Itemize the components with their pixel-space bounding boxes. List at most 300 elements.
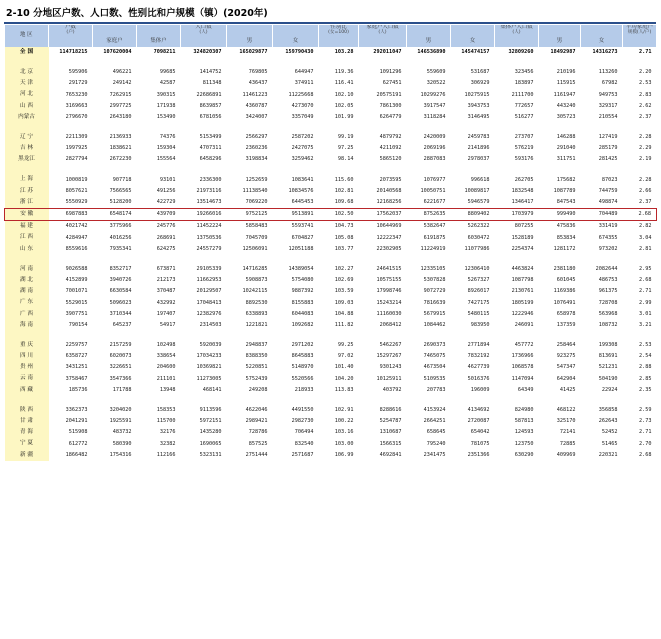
region-name: 河 南 [5,264,49,275]
value-cell: 2.68 [639,451,652,458]
region-name: 宁 夏 [5,439,49,450]
value-cell: 249208 [248,386,268,393]
value-cell: 324820307 [193,48,222,55]
value-cell: 22924 [601,386,618,393]
value-cell: 72141 [559,429,576,436]
value-cell: 3146495 [467,113,490,120]
value-cell: 9513891 [273,209,319,221]
value-cell: 3362373 [65,407,88,414]
value-cell: 127419 [598,134,618,141]
value-cell: 439709 [137,209,181,221]
value-cell: 268691 [156,234,176,241]
value-cell: 2073595 [379,176,402,183]
value-cell: 907718 [112,176,132,183]
value-cell: 374911 [294,80,314,87]
value-cell: 102.05 [334,102,354,109]
value-cell: 292011047 [373,48,402,55]
value-cell: 2.54 [639,353,652,360]
value-cell: 2.99 [639,299,652,306]
header-pop-spacer [227,25,273,37]
spacer-cell [181,396,227,405]
value-cell: 2.28 [639,176,652,183]
value-cell: 8352717 [109,265,132,272]
value-cell: 576219 [514,145,534,152]
value-cell: 4627739 [467,364,490,371]
value-cell: 103.00 [334,440,354,447]
region-name: 广 东 [5,298,49,309]
value-cell: 3775966 [109,223,132,230]
spacer-cell [407,166,451,175]
value-cell: 6548174 [93,209,137,221]
header-region: 地 区 [5,25,49,47]
header-female-2: 女 [451,37,495,47]
value-cell: 159304 [156,145,176,152]
region-name: 上 海 [5,175,49,186]
spacer-cell [137,396,181,405]
value-cell: 2997725 [109,102,132,109]
spacer-cell [137,123,181,132]
value-cell: 5972151 [199,418,222,425]
region-name: 甘 肃 [5,416,49,427]
title-rule [4,22,656,24]
value-cell: 123750 [514,440,534,447]
value-cell: 612772 [68,440,88,447]
spacer-cell [227,331,273,340]
table-row [5,67,657,78]
value-cell: 137359 [556,321,576,328]
value-cell: 1435280 [199,429,222,436]
table-row [5,175,657,186]
value-cell: 595906 [68,69,88,76]
spacer-row [5,331,657,340]
value-cell: 10369821 [196,364,222,371]
header-fam-spacer [407,25,451,37]
value-cell: 996618 [470,176,490,183]
value-cell: 2459783 [467,134,490,141]
value-cell: 12222347 [376,234,402,241]
value-cell: 2.53 [639,80,652,87]
value-cell: 9301243 [379,364,402,371]
value-cell: 10089817 [464,187,490,194]
spacer-cell [49,58,93,67]
value-cell: 1091296 [379,69,402,76]
value-cell: 2751444 [245,451,268,458]
value-cell: 2427075 [291,145,314,152]
header-collective-pop: 集体户人口数 (人) [495,25,539,37]
value-cell: 20140568 [376,187,402,194]
region-name: 山 东 [5,244,49,255]
value-cell: 559609 [426,69,446,76]
value-cell: 323456 [514,69,534,76]
header-population: 人口数 (人) [181,25,227,37]
value-cell: 2381180 [553,265,576,272]
value-cell: 102.81 [334,187,354,194]
value-cell: 14316273 [592,48,618,55]
header-female-3: 女 [581,37,623,47]
value-cell: 3.01 [639,310,652,317]
table-row [5,427,657,438]
region-name: 西 藏 [5,385,49,396]
value-cell: 9113596 [199,407,222,414]
value-cell: 2982730 [291,418,314,425]
value-cell: 204600 [156,364,176,371]
value-cell: 4707311 [199,145,222,152]
table-row [5,112,657,123]
value-cell: 4692841 [379,451,402,458]
table-row [5,155,657,166]
table-row [5,385,657,396]
value-cell: 10242115 [242,288,268,295]
spacer-cell [495,123,539,132]
value-cell: 3940726 [109,277,132,284]
header-family-hh: 家庭户 [93,37,137,47]
value-cell: 658978 [556,310,576,317]
value-cell: 1736966 [511,353,534,360]
value-cell: 2971202 [291,342,314,349]
region-name: 湖 北 [5,275,49,286]
spacer-cell [539,58,581,67]
value-cell: 115700 [156,418,176,425]
value-cell: 102.27 [334,265,354,272]
value-cell: 17998746 [376,288,402,295]
value-cell: 3907751 [65,310,88,317]
spacer-cell [49,396,93,405]
spacer-row [5,255,657,264]
value-cell: 113.83 [334,386,354,393]
value-cell: 2041291 [65,418,88,425]
header-households: 户数 (户) [49,25,93,37]
value-cell: 4273070 [291,102,314,109]
value-cell: 807255 [514,223,534,230]
value-cell: 1222946 [511,310,534,317]
spacer-cell [273,123,319,132]
value-cell: 8892530 [245,299,268,306]
value-cell: 496221 [112,69,132,76]
spacer-cell [407,396,451,405]
value-cell: 3259462 [291,156,314,163]
value-cell: 2254374 [511,245,534,252]
spacer-cell [407,255,451,264]
value-cell: 2360236 [245,145,268,152]
region-name: 云 南 [5,374,49,385]
value-cell: 3943753 [467,102,490,109]
value-cell: 1076491 [553,299,576,306]
value-cell: 97.02 [337,353,354,360]
spacer-cell [359,166,407,175]
value-cell: 1147094 [511,375,534,382]
value-cell: 7001071 [65,288,88,295]
value-cell: 2.85 [639,375,652,382]
value-cell: 658645 [426,429,446,436]
value-cell: 2082644 [595,265,618,272]
value-cell: 3169663 [65,102,88,109]
value-cell: 329317 [598,102,618,109]
value-cell: 6781056 [199,113,222,120]
value-cell: 24641515 [376,265,402,272]
value-cell: 7566565 [109,187,132,194]
value-cell: 5480115 [467,310,490,317]
value-cell: 103.77 [334,245,354,252]
value-cell: 19266016 [181,209,227,221]
spacer-cell [359,396,407,405]
table-row [5,320,657,331]
value-cell: 6630584 [109,288,132,295]
value-cell: 106.99 [334,451,354,458]
value-cell: 8809402 [451,209,495,221]
table-row [5,90,657,101]
value-cell: 4622046 [245,407,268,414]
spacer-cell [5,255,49,264]
value-cell: 432992 [156,299,176,306]
value-cell: 3431251 [65,364,88,371]
value-cell: 6221677 [423,199,446,206]
value-cell: 87023 [601,176,618,183]
value-cell: 9072729 [423,288,446,295]
table-row [5,351,657,362]
value-cell: 211101 [156,375,176,382]
value-cell: 772657 [514,102,534,109]
value-cell: 531687 [470,69,490,76]
value-cell: 2796670 [65,113,88,120]
value-cell: 5529015 [65,299,88,306]
spacer-cell [451,255,495,264]
spacer-cell [539,396,581,405]
value-cell: 67982 [601,80,618,87]
value-cell: 2341475 [423,451,446,458]
region-name: 陕 西 [5,405,49,416]
value-cell: 2.28 [639,134,652,141]
value-cell: 2.53 [639,342,652,349]
header-pop-spacer2 [273,25,319,37]
region-name: 安 徽 [5,209,49,221]
value-cell: 2.20 [639,69,652,76]
spacer-cell [539,331,581,340]
value-cell: 3118284 [423,113,446,120]
spacer-cell [5,396,49,405]
value-cell: 18492987 [550,48,576,55]
value-cell: 14389054 [288,265,314,272]
value-cell: 627451 [382,80,402,87]
value-cell: 5593741 [291,223,314,230]
value-cell: 119.36 [334,69,354,76]
value-cell: 5520566 [291,375,314,382]
value-cell: 2.66 [639,187,652,194]
value-cell: 403792 [382,386,402,393]
spacer-cell [93,58,137,67]
header-blank-5 [495,37,539,47]
value-cell: 795240 [426,440,446,447]
spacer-cell [181,166,227,175]
value-cell: 2420009 [423,134,446,141]
value-cell: 109.03 [334,299,354,306]
value-cell: 13514673 [196,199,222,206]
value-cell: 2.81 [639,245,652,252]
value-cell: 210196 [556,69,576,76]
value-cell: 6020073 [109,353,132,360]
value-cell: 10275915 [464,91,490,98]
value-cell: 2111700 [511,91,534,98]
value-cell: 516277 [514,113,534,120]
spacer-cell [623,331,657,340]
value-cell: 4673504 [423,364,446,371]
value-cell: 159790430 [285,48,314,55]
value-cell: 498874 [598,199,618,206]
value-cell: 285179 [598,145,618,152]
table-row [5,264,657,275]
value-cell: 212173 [156,277,176,284]
value-cell: 29105339 [196,265,222,272]
region-name: 江 西 [5,233,49,244]
table-row [5,132,657,143]
value-cell: 645237 [112,321,132,328]
value-cell: 486753 [598,277,618,284]
value-cell: 4463824 [511,265,534,272]
value-cell: 744759 [598,187,618,194]
value-cell: 5220851 [245,364,268,371]
region-name: 山 西 [5,101,49,112]
table-row [5,363,657,374]
value-cell: 769805 [248,69,268,76]
value-cell: 2.62 [639,102,652,109]
value-cell: 109.68 [334,199,354,206]
spacer-cell [359,331,407,340]
table-title: 2-10 分地区户数、人口数、性别比和户规模（镇）(2020年) [6,8,268,19]
value-cell: 5267327 [467,277,490,284]
value-cell: 390315 [156,91,176,98]
value-cell: 5754080 [291,277,314,284]
header-blank-2 [181,37,227,47]
spacer-cell [273,255,319,264]
value-cell: 1805199 [511,299,534,306]
value-cell: 197407 [156,310,176,317]
value-cell: 5153499 [199,134,222,141]
value-cell: 356858 [598,407,618,414]
spacer-cell [581,58,623,67]
value-cell: 6044083 [291,310,314,317]
value-cell: 11160030 [376,310,402,317]
value-cell: 1087789 [553,187,576,194]
value-cell: 999490 [539,209,581,221]
value-cell: 175682 [556,176,576,183]
value-cell: 2.71 [639,288,652,295]
value-cell: 1084462 [423,321,446,328]
spacer-cell [137,255,181,264]
value-cell: 12306410 [464,265,490,272]
value-cell: 1997925 [65,145,88,152]
value-cell: 72885 [559,440,576,447]
header-family-pop: 家庭户人口数 (人) [359,25,407,37]
value-cell: 10644969 [376,223,402,230]
region-name: 辽 宁 [5,132,49,143]
spacer-cell [5,166,49,175]
value-cell: 468141 [202,386,222,393]
table-row [5,340,657,351]
value-cell: 2720087 [467,418,490,425]
value-cell: 781075 [470,440,490,447]
value-cell: 51465 [601,440,618,447]
value-cell: 674355 [598,234,618,241]
value-cell: 8752635 [407,209,451,221]
value-cell: 644947 [294,69,314,76]
spacer-cell [93,331,137,340]
value-cell: 1838621 [109,145,132,152]
header-sex-ratio: 性别比 (女=100) [319,25,359,37]
value-cell: 7832192 [467,353,490,360]
value-cell: 436437 [248,80,268,87]
value-cell: 2887083 [423,156,446,163]
spacer-cell [623,123,657,132]
spacer-cell [273,396,319,405]
value-cell: 153490 [156,113,176,120]
value-cell: 185736 [68,386,88,393]
region-name: 湖 南 [5,286,49,297]
spacer-cell [359,123,407,132]
value-cell: 115915 [556,80,576,87]
value-cell: 291040 [556,145,576,152]
spacer-cell [227,396,273,405]
value-cell: 258464 [556,342,576,349]
spacer-cell [227,255,273,264]
spacer-cell [181,255,227,264]
table-row [5,244,657,255]
value-cell: 961375 [598,288,618,295]
spacer-cell [623,396,657,405]
value-cell: 3710344 [109,310,132,317]
value-cell: 101.40 [334,364,354,371]
spacer-cell [319,396,359,405]
value-cell: 99.25 [337,342,354,349]
spacer-cell [539,166,581,175]
value-cell: 6264779 [379,113,402,120]
value-cell: 491256 [156,187,176,194]
value-cell: 12506091 [242,245,268,252]
value-cell: 3917547 [423,102,446,109]
value-cell: 146288 [556,134,576,141]
value-cell: 2157259 [109,342,132,349]
value-cell: 5908873 [245,277,268,284]
value-cell: 12335105 [420,265,446,272]
spacer-cell [581,123,623,132]
spacer-cell [495,166,539,175]
value-cell: 2.71 [639,429,652,436]
spacer-cell [319,58,359,67]
value-cell: 1083641 [291,176,314,183]
value-cell: 422729 [156,199,176,206]
value-cell: 673871 [156,265,176,272]
value-cell: 1281172 [553,245,576,252]
table-row [5,186,657,197]
value-cell: 196009 [470,386,490,393]
spacer-cell [407,331,451,340]
value-cell: 22302905 [376,245,402,252]
value-cell: 2.35 [639,386,652,393]
value-cell: 2672230 [109,156,132,163]
value-cell: 10834576 [288,187,314,194]
value-cell: 246091 [514,321,534,328]
value-cell: 2643180 [109,113,132,120]
value-cell: 291729 [68,80,88,87]
header-households-spacer [93,25,137,37]
header-fam-spacer2 [451,25,495,37]
value-cell: 100.22 [334,418,354,425]
value-cell: 2314503 [199,321,222,328]
header-male-2: 男 [407,37,451,47]
value-cell: 7816639 [423,299,446,306]
spacer-cell [539,255,581,264]
value-cell: 483732 [112,429,132,436]
region-name: 重 庆 [5,340,49,351]
value-cell: 20129507 [196,288,222,295]
